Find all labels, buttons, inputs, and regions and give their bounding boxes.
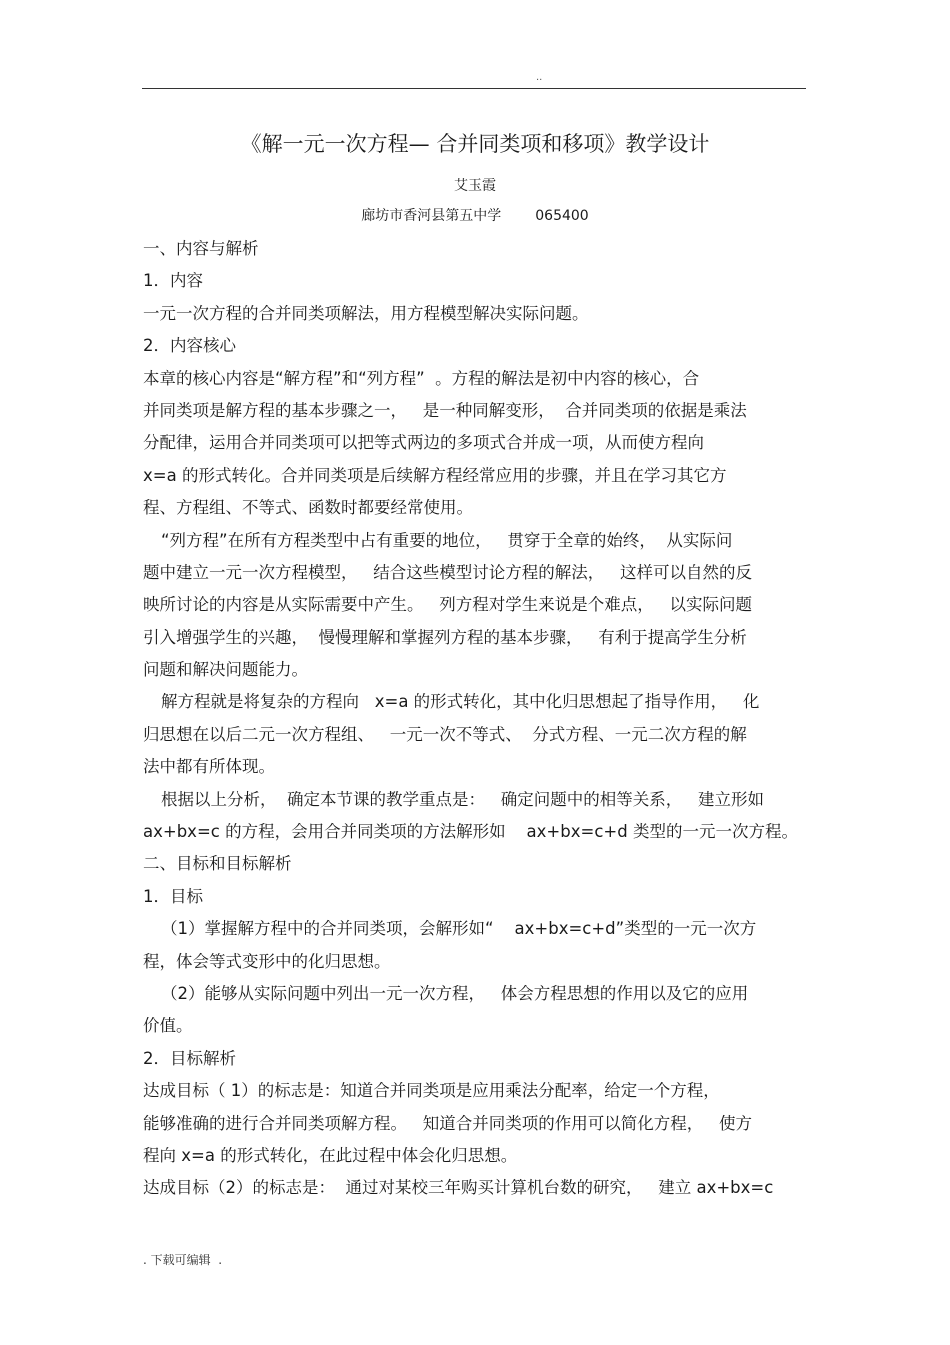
header-mark: .. (536, 72, 543, 83)
text-line: 达成目标（ 1）的标志是：知道合并同类项是应用乘法分配率，给定一个方程， (143, 1081, 720, 1101)
school-name: 廊坊市香河县第五中学 (361, 208, 502, 224)
page-footer: . 下载可编辑 . (143, 1253, 223, 1267)
text-line: 问题和解决问题能力。 (143, 660, 308, 680)
header-rule (142, 88, 806, 89)
text-line: 并同类项是解方程的基本步骤之一， 是一种同解变形， 合并同类项的依据是乘法 (143, 400, 747, 420)
subsection-heading: 1．目标 (143, 886, 203, 906)
text-line: 程向 x=a 的形式转化，在此过程中体会化归思想。 (143, 1145, 518, 1165)
text-line: 法中都有所体现。 (143, 757, 275, 777)
text-line: 根据以上分析， 确定本节课的教学重点是： 确定问题中的相等关系， 建立形如 (161, 789, 764, 809)
text-line: 引入增强学生的兴趣， 慢慢理解和掌握列方程的基本步骤， 有利于提高学生分析 (143, 627, 747, 647)
subsection-heading: 1．内容 (143, 271, 203, 291)
text-line: “列方程”在所有方程类型中占有重要的地位， 贯穿于全章的始终， 从实际问 (161, 530, 733, 550)
text-line: （2）能够从实际问题中列出一元一次方程， 体会方程思想的作用以及它的应用 (161, 983, 749, 1003)
text-line: 达成目标（2）的标志是： 通过对某校三年购买计算机台数的研究， 建立 ax+bx=c (143, 1178, 774, 1198)
text-line: 归思想在以后二元一次方程组、 一元一次不等式、 分式方程、一元二次方程的解 (143, 724, 747, 744)
postcode: 065400 (535, 208, 589, 224)
text-line: （1）掌握解方程中的合并同类项，会解形如“ ax+bx=c+d”类型的一元一次方 (161, 919, 757, 939)
text-line: 本章的核心内容是“解方程”和“列方程” 。方程的解法是初中内容的核心，合 (143, 368, 700, 388)
document-body (143, 233, 810, 1205)
text-line: 分配律，运用合并同类项可以把等式两边的多项式合并成一项，从而使方程向 (143, 433, 704, 453)
text-line: 能够准确的进行合并同类项解方程。 知道合并同类项的作用可以简化方程， 使方 (143, 1113, 752, 1133)
document-title: 《解一元一次方程— 合并同类项和移项》教学设计 (240, 132, 710, 156)
text-line: x=a 的形式转化。合并同类项是后续解方程经常应用的步骤，并且在学习其它方 (143, 465, 727, 485)
affiliation (0, 205, 950, 225)
text-line: 价值。 (143, 1016, 193, 1036)
text-line: 解方程就是将复杂的方程向 x=a 的形式转化，其中化归思想起了指导作用， 化 (161, 692, 760, 712)
subsection-heading: 2．内容核心 (143, 336, 236, 356)
section-heading: 二、目标和目标解析 (143, 854, 292, 874)
text-line: 程，体会等式变形中的化归思想。 (143, 951, 391, 971)
subsection-heading: 2．目标解析 (143, 1048, 236, 1068)
text-line: 一元一次方程的合并同类项解法，用方程模型解决实际问题。 (143, 303, 589, 323)
text-line: 题中建立一元一次方程模型， 结合这些模型讨论方程的解法， 这样可以自然的反 (143, 562, 752, 582)
section-heading: 一、内容与解析 (143, 239, 259, 258)
text-line: ax+bx=c 的方程，会用合并同类项的方法解形如 ax+bx=c+d 类型的一元一次方程。 (143, 822, 798, 842)
text-line: 程、方程组、不等式、函数时都要经常使用。 (143, 498, 473, 518)
author-name: 艾玉霞 (454, 178, 496, 194)
text-line: 映所讨论的内容是从实际需要中产生。 列方程对学生来说是个难点， 以实际问题 (143, 595, 752, 615)
